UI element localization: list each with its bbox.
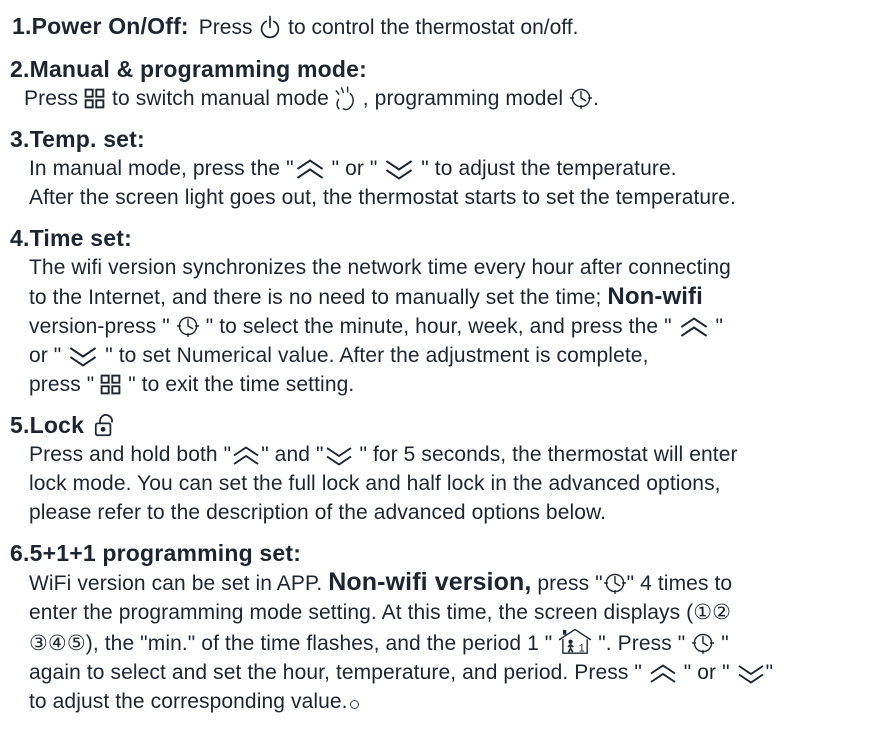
time-line-5: [29, 370, 868, 399]
prog-text-4a: again to select and set the hour, temperature, and period. Press ": [29, 661, 648, 684]
lock-text-1c: " for 5 seconds, the thermostat will enter: [353, 443, 738, 466]
power-line: [12, 11, 868, 43]
lock-text-1b: " and ": [261, 443, 324, 466]
section-manual-programming-mode: [10, 54, 868, 113]
power-icon: [258, 15, 282, 41]
section-time-set: [10, 223, 868, 399]
time-text-3a: version-press ": [29, 315, 176, 338]
up-arrows-icon: [231, 446, 261, 466]
mode-grid-icon: [84, 88, 106, 110]
time-line-4: [29, 341, 868, 370]
temp-text-2: " or ": [325, 157, 384, 180]
prog-text-3a: ③④⑤), the "min." of the time flashes, and the period 1 ": [29, 632, 559, 655]
period-house-icon: [558, 627, 592, 657]
section-1-heading: 1.Power On/Off:: [12, 13, 189, 39]
time-line-3: [29, 312, 868, 341]
prog-text-3c: ": [715, 632, 729, 655]
clock-icon: [569, 86, 593, 110]
manual-hand-icon: [335, 86, 357, 112]
lock-line-1: [29, 440, 868, 469]
prog-line-3: [29, 627, 868, 658]
section-3-heading: 3.Temp. set:: [10, 126, 145, 152]
temp-text-1: In manual mode, press the ": [29, 157, 294, 180]
section-2-heading: 2.Manual & programming mode:: [10, 56, 368, 82]
time-text-5a: press ": [29, 373, 101, 396]
lock-line-3: please refer to the description of the advanced options below.: [29, 501, 607, 524]
mode-text-1: Press: [24, 87, 85, 110]
prog-line-2: enter the programming mode setting. At this time, the screen displays (①②: [29, 601, 732, 624]
prog-line-4: [29, 658, 868, 687]
prog-text-4b: " or ": [677, 661, 736, 684]
section-temp-set: [10, 124, 868, 212]
prog-text-1a: WiFi version can be set in APP.: [29, 572, 329, 595]
up-arrows-icon: [648, 664, 678, 684]
time-line-1: The wifi version synchronizes the network time every hour after connecting: [29, 256, 731, 279]
time-line-2: [29, 282, 868, 312]
non-wifi-emphasis: Non-wifi: [607, 283, 703, 310]
prog-text-3b: ". Press ": [592, 632, 692, 655]
temp-line-2: After the screen light goes out, the thermostat starts to set the temperature.: [29, 186, 736, 209]
prog-line-5: [29, 687, 868, 716]
lock-line-2: lock mode. You can set the full lock and half lock in the advanced options,: [29, 472, 721, 495]
time-text-4b: " to set Numerical value. After the adjustment is complete,: [99, 344, 649, 367]
lock-text-1a: Press and hold both ": [29, 443, 232, 466]
prog-line-1: [29, 568, 868, 598]
mode-line: [24, 84, 868, 113]
prog-text-5: to adjust the corresponding value.: [29, 690, 348, 713]
time-text-4a: or ": [29, 344, 68, 367]
temp-line-1: [29, 154, 868, 183]
section-4-heading: 4.Time set:: [10, 225, 132, 251]
up-arrows-icon: [294, 159, 326, 180]
mode-grid-icon: [100, 374, 122, 396]
section-lock: [10, 410, 868, 527]
down-arrows-icon: [324, 446, 354, 466]
section-power-on-off: [10, 11, 868, 43]
mode-text-4: .: [593, 87, 599, 110]
mode-text-2: to switch manual mode: [106, 87, 335, 110]
prog-text-4c: ": [765, 661, 774, 684]
power-text-after: to control the thermostat on/off.: [282, 16, 579, 39]
ideographic-period-mark: [350, 700, 359, 709]
section-6-heading: 6.5+1+1 programming set:: [10, 540, 302, 566]
non-wifi-version-emphasis: Non-wifi version,: [328, 568, 532, 596]
lock-heading-text: 5.Lock: [10, 412, 85, 438]
clock-icon: [603, 571, 627, 595]
time-text-2a: to the Internet, and there is no need to manually set the time;: [29, 286, 608, 309]
clock-icon: [176, 314, 200, 338]
time-text-5b: " to exit the time setting.: [122, 373, 355, 396]
lock-icon: [93, 412, 117, 438]
time-text-3c: ": [709, 315, 724, 338]
section-programming-set: [10, 538, 868, 716]
mode-text-3: , programming model: [356, 87, 570, 110]
up-arrows-icon: [678, 317, 710, 338]
down-arrows-icon: [383, 159, 415, 180]
temp-text-3: " to adjust the temperature.: [415, 157, 677, 180]
down-arrows-icon: [736, 664, 766, 684]
time-text-3b: " to select the minute, hour, week, and press the ": [199, 315, 678, 338]
section-5-heading: [10, 410, 868, 440]
clock-icon: [691, 631, 715, 655]
prog-text-1c: press ": [531, 572, 603, 595]
down-arrows-icon: [67, 346, 99, 367]
prog-text-1d: " 4 times to: [626, 572, 733, 595]
power-text-before: Press: [198, 16, 259, 39]
